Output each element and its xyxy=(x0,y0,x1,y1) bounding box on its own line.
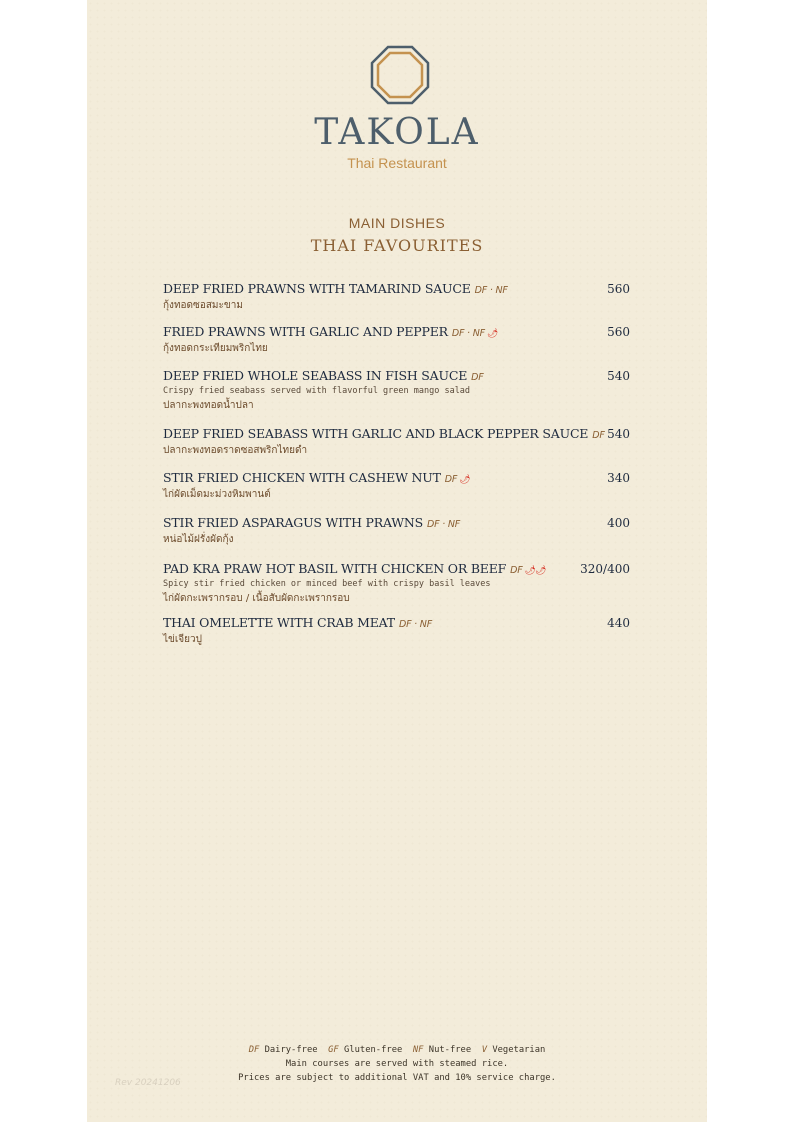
dish-name xyxy=(163,368,633,383)
diet-tags: DF xyxy=(592,430,605,441)
brand-name: TAKOLA xyxy=(314,112,480,153)
takola-logo-icon xyxy=(370,45,430,105)
dish-price: 560 xyxy=(607,325,630,339)
dish-name xyxy=(163,615,633,630)
dish-title: STIR FRIED ASPARAGUS WITH PRAWNS xyxy=(163,515,424,530)
dish-name xyxy=(163,324,633,339)
dish-title: DEEP FRIED PRAWNS WITH TAMARIND SAUCE xyxy=(163,281,471,296)
dish-thai-name: กุ้งทอดซอสมะขาม xyxy=(163,300,243,311)
dish-price: 540 xyxy=(607,369,630,383)
dish-item xyxy=(163,470,633,502)
chili-icon: 🌶 xyxy=(459,475,470,485)
dish-thai-name: ไก่ผัดกะเพรากรอบ / เนื้อสับผัดกะเพรากรอบ xyxy=(163,593,350,604)
menu-page xyxy=(87,0,707,1122)
dish-name xyxy=(163,470,633,485)
dish-item xyxy=(163,426,633,458)
dish-description: Spicy stir fried chicken or minced beef with crispy basil leaves xyxy=(163,579,491,589)
dish-thai-name: ไก่ผัดเม็ดมะม่วงหิมพานต์ xyxy=(163,489,271,500)
legend-code: DF xyxy=(248,1045,260,1055)
dish-thai-name: ไข่เจียวปู xyxy=(163,634,202,645)
legend-label: Vegetarian xyxy=(492,1045,546,1055)
chili-icon: 🌶🌶 xyxy=(524,566,546,576)
dish-price: 560 xyxy=(607,282,630,296)
dish-price: 440 xyxy=(607,616,630,630)
diet-tags: DF xyxy=(510,565,523,576)
dish-name xyxy=(163,561,633,576)
dish-title: DEEP FRIED WHOLE SEABASS IN FISH SAUCE xyxy=(163,368,468,383)
diet-tags: DF · NF xyxy=(474,285,508,296)
section-label: MAIN DISHES xyxy=(348,215,446,231)
diet-legend xyxy=(87,1043,707,1057)
dish-title: STIR FRIED CHICKEN WITH CASHEW NUT xyxy=(163,470,441,485)
dish-description: Crispy fried seabass served with flavorful green mango salad xyxy=(163,386,471,396)
chili-icon: 🌶 xyxy=(486,329,498,339)
vat-note: Prices are subject to additional VAT and 10% service charge. xyxy=(238,1073,556,1083)
revision-label: Rev 20241206 xyxy=(115,1078,181,1088)
dish-price: 400 xyxy=(607,516,630,530)
dish-price: 540 xyxy=(607,427,630,441)
brand-tagline: Thai Restaurant xyxy=(347,155,447,171)
legend-code: NF xyxy=(412,1045,424,1055)
dish-title: THAI OMELETTE WITH CRAB MEAT xyxy=(163,615,395,630)
dish-item xyxy=(163,561,633,606)
diet-tags: DF xyxy=(471,372,484,383)
rice-note: Main courses are served with steamed rice. xyxy=(285,1059,509,1069)
diet-tags: DF · NF xyxy=(451,328,485,339)
dish-thai-name: ปลากะพงทอดราดซอสพริกไทยดำ xyxy=(163,445,308,456)
dish-thai-name: กุ้งทอดกระเทียมพริกไทย xyxy=(163,343,268,354)
legend-code: V xyxy=(481,1045,488,1055)
dish-name xyxy=(163,281,633,296)
diet-tags: DF · NF xyxy=(427,519,461,530)
dish-title: PAD KRA PRAW HOT BASIL WITH CHICKEN OR BEEF xyxy=(163,561,507,576)
dish-price: 320/400 xyxy=(580,562,630,576)
legend-label: Nut-free xyxy=(428,1045,472,1055)
dish-item xyxy=(163,324,633,356)
dish-name xyxy=(163,515,633,530)
dish-item xyxy=(163,615,633,647)
dish-item xyxy=(163,368,633,413)
dish-price: 340 xyxy=(607,471,630,485)
diet-tags: DF · NF xyxy=(398,619,432,630)
section-title: THAI FAVOURITES xyxy=(310,236,484,255)
legend-label: Gluten-free xyxy=(344,1045,403,1055)
dish-thai-name: หน่อไม้ฝรั่งผัดกุ้ง xyxy=(163,534,234,545)
dish-title: DEEP FRIED SEABASS WITH GARLIC AND BLACK PEPPER SAUCE xyxy=(163,426,589,441)
dish-title: FRIED PRAWNS WITH GARLIC AND PEPPER xyxy=(163,324,448,339)
dish-item xyxy=(163,515,633,547)
dish-thai-name: ปลากะพงทอดน้ำปลา xyxy=(163,400,254,411)
dish-item xyxy=(163,281,633,313)
diet-tags: DF xyxy=(444,474,458,485)
dish-name xyxy=(163,426,633,441)
legend-code: GF xyxy=(328,1045,339,1055)
legend-label: Dairy-free xyxy=(264,1045,318,1055)
